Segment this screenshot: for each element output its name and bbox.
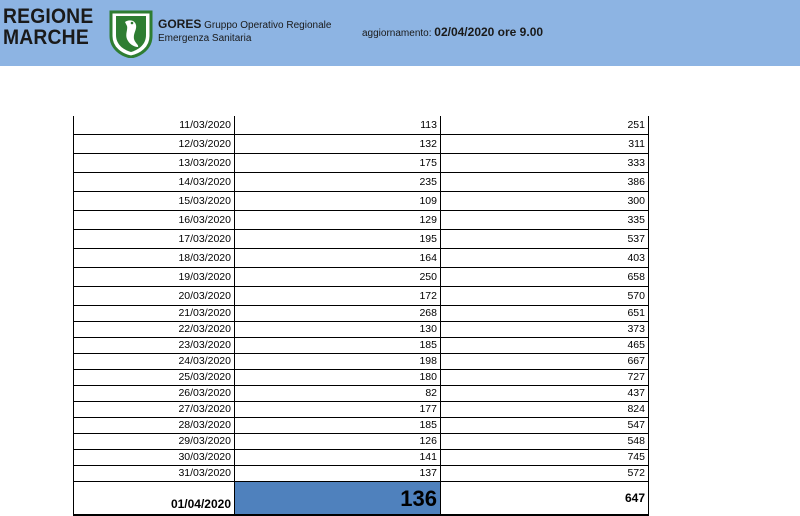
value-a-cell: 185 bbox=[235, 338, 441, 354]
value-b-cell: 824 bbox=[441, 402, 649, 418]
value-a-cell: 82 bbox=[235, 386, 441, 402]
table-row bbox=[74, 386, 649, 402]
org-desc-line1: Gruppo Operativo Regionale bbox=[204, 20, 332, 31]
table-row bbox=[74, 466, 649, 482]
table-row bbox=[74, 402, 649, 418]
table-row bbox=[74, 268, 649, 287]
table-row bbox=[74, 322, 649, 338]
value-a-cell: 113 bbox=[235, 116, 441, 135]
table-row bbox=[74, 116, 649, 135]
date-cell: 27/03/2020 bbox=[74, 402, 235, 418]
update-value: 02/04/2020 ore 9.00 bbox=[434, 25, 544, 39]
value-a-cell: 180 bbox=[235, 370, 441, 386]
value-b-cell: 333 bbox=[441, 154, 649, 173]
value-b-cell: 437 bbox=[441, 386, 649, 402]
table-row bbox=[74, 370, 649, 386]
value-a-cell: 268 bbox=[235, 306, 441, 322]
date-cell: 15/03/2020 bbox=[74, 192, 235, 211]
table-row bbox=[74, 211, 649, 230]
value-a-cell: 172 bbox=[235, 287, 441, 306]
value-a-cell: 164 bbox=[235, 249, 441, 268]
table-row bbox=[74, 230, 649, 249]
date-cell: 22/03/2020 bbox=[74, 322, 235, 338]
value-a-cell: 126 bbox=[235, 434, 441, 450]
date-cell: 23/03/2020 bbox=[74, 338, 235, 354]
date-cell: 21/03/2020 bbox=[74, 306, 235, 322]
date-cell: 28/03/2020 bbox=[74, 418, 235, 434]
total-row bbox=[74, 482, 649, 516]
value-b-cell: 300 bbox=[441, 192, 649, 211]
value-a-cell: 141 bbox=[235, 450, 441, 466]
value-a-cell: 195 bbox=[235, 230, 441, 249]
table-row bbox=[74, 418, 649, 434]
value-a-cell: 177 bbox=[235, 402, 441, 418]
logo-line2: MARCHE bbox=[3, 26, 89, 49]
date-cell: 11/03/2020 bbox=[74, 116, 235, 135]
value-b-cell: 537 bbox=[441, 230, 649, 249]
table-row bbox=[74, 135, 649, 154]
date-cell: 30/03/2020 bbox=[74, 450, 235, 466]
date-cell: 14/03/2020 bbox=[74, 173, 235, 192]
value-a-cell: 130 bbox=[235, 322, 441, 338]
org-desc-line2: Emergenza Sanitaria bbox=[158, 33, 252, 44]
date-cell: 18/03/2020 bbox=[74, 249, 235, 268]
regione-marche-emblem-icon bbox=[108, 8, 154, 58]
value-b-cell: 727 bbox=[441, 370, 649, 386]
value-b-cell: 658 bbox=[441, 268, 649, 287]
table-row bbox=[74, 354, 649, 370]
date-cell: 25/03/2020 bbox=[74, 370, 235, 386]
total-value-b-cell: 647 bbox=[441, 482, 649, 516]
org-name: GORES bbox=[158, 17, 202, 31]
date-cell: 17/03/2020 bbox=[74, 230, 235, 249]
data-table bbox=[73, 116, 649, 516]
value-b-cell: 386 bbox=[441, 173, 649, 192]
total-value-a-cell: 136 bbox=[235, 482, 441, 516]
regione-marche-logo bbox=[3, 6, 105, 48]
table-row bbox=[74, 249, 649, 268]
value-b-cell: 745 bbox=[441, 450, 649, 466]
value-b-cell: 547 bbox=[441, 418, 649, 434]
value-a-cell: 250 bbox=[235, 268, 441, 287]
date-cell: 16/03/2020 bbox=[74, 211, 235, 230]
table-row bbox=[74, 173, 649, 192]
total-date-cell: 01/04/2020 bbox=[74, 482, 235, 516]
date-cell: 20/03/2020 bbox=[74, 287, 235, 306]
table-row bbox=[74, 338, 649, 354]
value-a-cell: 137 bbox=[235, 466, 441, 482]
value-b-cell: 572 bbox=[441, 466, 649, 482]
table-row bbox=[74, 434, 649, 450]
logo-line1: REGIONE bbox=[3, 5, 94, 28]
table-row bbox=[74, 192, 649, 211]
value-b-cell: 311 bbox=[441, 135, 649, 154]
value-b-cell: 373 bbox=[441, 322, 649, 338]
date-cell: 24/03/2020 bbox=[74, 354, 235, 370]
page-header bbox=[0, 0, 800, 66]
date-cell: 13/03/2020 bbox=[74, 154, 235, 173]
value-b-cell: 251 bbox=[441, 116, 649, 135]
value-a-cell: 235 bbox=[235, 173, 441, 192]
value-a-cell: 132 bbox=[235, 135, 441, 154]
value-a-cell: 129 bbox=[235, 211, 441, 230]
org-block bbox=[158, 18, 331, 45]
update-label: aggiornamento: bbox=[362, 28, 432, 39]
table-row bbox=[74, 287, 649, 306]
value-b-cell: 667 bbox=[441, 354, 649, 370]
value-b-cell: 465 bbox=[441, 338, 649, 354]
table-row bbox=[74, 154, 649, 173]
value-b-cell: 548 bbox=[441, 434, 649, 450]
value-a-cell: 109 bbox=[235, 192, 441, 211]
date-cell: 29/03/2020 bbox=[74, 434, 235, 450]
date-cell: 19/03/2020 bbox=[74, 268, 235, 287]
date-cell: 26/03/2020 bbox=[74, 386, 235, 402]
value-b-cell: 651 bbox=[441, 306, 649, 322]
divider-line bbox=[73, 514, 649, 515]
value-b-cell: 403 bbox=[441, 249, 649, 268]
update-info bbox=[362, 25, 543, 39]
date-cell: 12/03/2020 bbox=[74, 135, 235, 154]
value-a-cell: 175 bbox=[235, 154, 441, 173]
date-cell: 31/03/2020 bbox=[74, 466, 235, 482]
value-a-cell: 185 bbox=[235, 418, 441, 434]
value-a-cell: 198 bbox=[235, 354, 441, 370]
value-b-cell: 335 bbox=[441, 211, 649, 230]
table-row bbox=[74, 450, 649, 466]
value-b-cell: 570 bbox=[441, 287, 649, 306]
table-row bbox=[74, 306, 649, 322]
